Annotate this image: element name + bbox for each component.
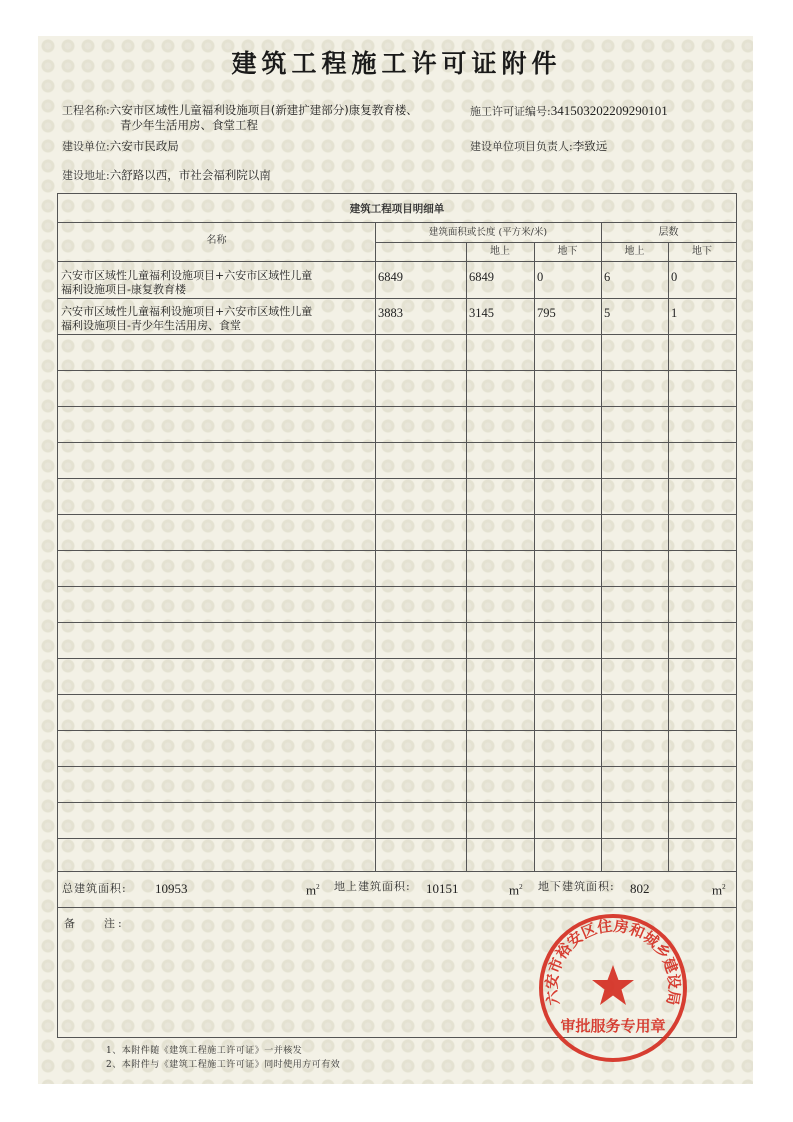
project-name-label: 工程名称: (62, 104, 110, 117)
table-caption: 建筑工程项目明细单 (349, 203, 445, 215)
remarks-label: 备 注: (64, 917, 125, 930)
builder-value: 六安市民政局 (109, 139, 179, 153)
row-above-area: 3145 (469, 306, 494, 320)
table-rule (58, 550, 736, 551)
table-rule (58, 222, 736, 223)
seal-bottom-text: 审批服务专用章 (560, 1017, 666, 1035)
address-value: 六舒路以西，市社会福利院以南 (109, 168, 271, 182)
header-floors-below: 地下 (692, 246, 712, 257)
table-rule (58, 730, 736, 731)
above-area-unit (509, 880, 523, 897)
table-rule (58, 766, 736, 767)
row-total-area: 3883 (378, 306, 403, 320)
below-area-label: 地下建筑面积: (538, 880, 615, 893)
unit-text: m (712, 882, 723, 898)
row-name-line1: 六安市区域性儿童福利设施项目+六安市区域性儿童 (61, 305, 313, 318)
address-label: 建设地址: (62, 169, 110, 182)
table-row-name (61, 305, 373, 333)
row-above-area: 6849 (469, 270, 494, 284)
table-rule (375, 242, 736, 243)
seal-star-icon (592, 965, 634, 1005)
header-area-below: 地下 (557, 246, 578, 257)
table-rule (58, 694, 736, 695)
table-rule (58, 907, 736, 908)
address-field (62, 168, 271, 183)
table-rule (58, 406, 736, 407)
builder-field (62, 139, 179, 154)
table-rule (58, 514, 736, 515)
table-rule (58, 370, 736, 371)
row-floors-below: 0 (671, 270, 678, 284)
manager-field (470, 139, 607, 154)
row-name-line2: 福利设施项目-康复教育楼 (61, 283, 186, 296)
table-rule (58, 261, 736, 262)
table-rule (58, 298, 736, 299)
table-rule (375, 222, 376, 871)
builder-label: 建设单位: (62, 140, 110, 153)
table-rule (601, 222, 602, 871)
seal-ring-text: 六安市裕安区住房和城乡建设局 (542, 916, 684, 1007)
row-total-area: 6849 (378, 270, 403, 284)
project-name-line2: 青少年生活用房、食堂工程 (120, 118, 258, 132)
table-rule (58, 442, 736, 443)
project-name-line1: 六安市区域性儿童福利设施项目(新建扩建部分)康复教育楼、 (109, 103, 418, 117)
row-floors-above: 6 (604, 270, 611, 284)
manager-label: 建设单位项目负责人: (470, 140, 573, 153)
header-area-above: 地上 (490, 246, 510, 257)
permit-number-label: 施工许可证编号: (470, 105, 551, 118)
manager-value: 李致远 (572, 139, 608, 153)
table-rule (58, 871, 736, 872)
permit-number-field (470, 103, 668, 119)
below-area-unit (712, 880, 726, 897)
table-row-name (61, 269, 373, 297)
page-title: 建筑工程施工许可证附件 (231, 49, 562, 78)
total-area-value: 10953 (155, 881, 188, 896)
unit-sup: 2 (722, 883, 726, 891)
table-rule (58, 802, 736, 803)
unit-sup: 2 (519, 883, 523, 891)
table-rule (58, 658, 736, 659)
row-name-line1: 六安市区域性儿童福利设施项目+六安市区域性儿童 (61, 269, 313, 282)
table-rule (58, 586, 736, 587)
unit-text: m (509, 882, 520, 898)
header-floors: 层数 (658, 227, 679, 238)
row-floors-below: 1 (671, 306, 678, 320)
row-floors-above: 5 (604, 306, 611, 320)
table-rule (466, 242, 467, 871)
above-area-label: 地上建筑面积: (334, 880, 411, 893)
table-rule (58, 622, 736, 623)
table-rule (58, 838, 736, 839)
row-name-line2: 福利设施项目-青少年生活用房、食堂 (61, 319, 241, 332)
note-1: 1、本附件随《建筑工程施工许可证》一并核发 (106, 1046, 303, 1056)
official-seal (538, 913, 688, 1063)
unit-text: m (306, 882, 317, 898)
header-area: 建筑面积或长度 (平方米/米) (428, 227, 548, 238)
total-area-label: 总建筑面积: (62, 882, 127, 895)
permit-number-value: 341503202209290101 (550, 103, 668, 118)
table-rule (58, 478, 736, 479)
total-area-unit (306, 880, 320, 897)
below-area-value: 802 (630, 881, 650, 896)
row-below-area: 0 (537, 270, 544, 284)
row-below-area: 795 (537, 306, 556, 320)
table-rule (534, 242, 535, 871)
above-area-value: 10151 (426, 881, 459, 896)
table-rule (58, 334, 736, 335)
table-rule (668, 242, 669, 871)
project-detail-table (57, 193, 737, 1038)
header-name: 名称 (206, 235, 227, 246)
project-name-field (62, 103, 462, 133)
header-floors-above: 地上 (624, 246, 645, 257)
note-2: 2、本附件与《建筑工程施工许可证》同时使用方可有效 (106, 1060, 341, 1070)
unit-sup: 2 (316, 883, 320, 891)
